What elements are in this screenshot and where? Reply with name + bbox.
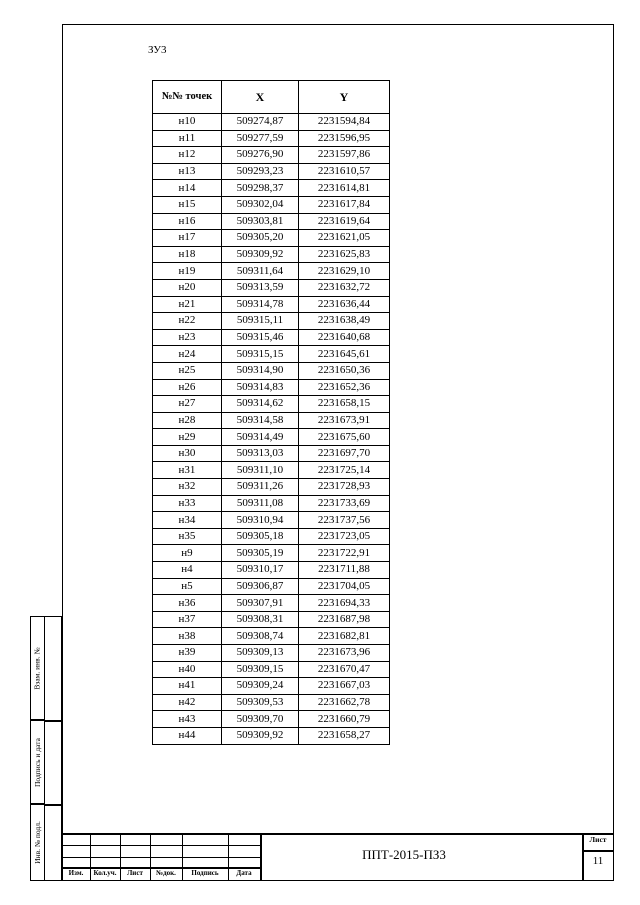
x-coordinate-cell: 509309,15 <box>222 661 299 678</box>
point-id-cell: н43 <box>153 711 222 728</box>
side-stamp-podpis-label: Подпись и дата <box>32 737 42 787</box>
table-row <box>153 562 390 579</box>
point-id-cell: н44 <box>153 727 222 744</box>
tb-col-data: Дата <box>236 869 252 877</box>
table-row <box>153 329 390 346</box>
x-coordinate-cell: 509277,59 <box>222 130 299 147</box>
x-coordinate-cell: 509309,13 <box>222 645 299 662</box>
table-row <box>153 545 390 562</box>
x-coordinate-cell: 509305,19 <box>222 545 299 562</box>
point-id-cell: н9 <box>153 545 222 562</box>
x-coordinate-cell: 509315,15 <box>222 346 299 363</box>
col-header-points: №№ точек <box>153 81 222 114</box>
x-coordinate-cell: 509315,46 <box>222 329 299 346</box>
y-coordinate-cell: 2231617,84 <box>299 196 390 213</box>
col-header-x: X <box>222 81 299 114</box>
x-coordinate-cell: 509308,74 <box>222 628 299 645</box>
point-id-cell: н31 <box>153 462 222 479</box>
point-id-cell: н25 <box>153 362 222 379</box>
side-stamp-inv-label: Инв. № подл. <box>32 821 42 864</box>
y-coordinate-cell: 2231670,47 <box>299 661 390 678</box>
table-row <box>153 678 390 695</box>
point-id-cell: н32 <box>153 479 222 496</box>
y-coordinate-cell: 2231697,70 <box>299 445 390 462</box>
x-coordinate-cell: 509314,49 <box>222 429 299 446</box>
point-id-cell: н13 <box>153 163 222 180</box>
table-row <box>153 711 390 728</box>
y-coordinate-cell: 2231650,36 <box>299 362 390 379</box>
table-row <box>153 512 390 529</box>
x-coordinate-cell: 509308,31 <box>222 611 299 628</box>
x-coordinate-cell: 509311,10 <box>222 462 299 479</box>
point-id-cell: н26 <box>153 379 222 396</box>
x-coordinate-cell: 509311,64 <box>222 263 299 280</box>
y-coordinate-cell: 2231632,72 <box>299 279 390 296</box>
x-coordinate-cell: 509313,59 <box>222 279 299 296</box>
tb-col-list: Лист <box>127 869 143 877</box>
table-row <box>153 213 390 230</box>
table-row <box>153 528 390 545</box>
table-row <box>153 180 390 197</box>
y-coordinate-cell: 2231597,86 <box>299 147 390 164</box>
col-header-y: Y <box>299 81 390 114</box>
side-stamp-value-column <box>44 616 62 881</box>
y-coordinate-cell: 2231723,05 <box>299 528 390 545</box>
table-row <box>153 661 390 678</box>
table-row <box>153 313 390 330</box>
table-row <box>153 479 390 496</box>
tb-col-izm: Изм. <box>68 869 84 877</box>
y-coordinate-cell: 2231629,10 <box>299 263 390 280</box>
y-coordinate-cell: 2231687,98 <box>299 611 390 628</box>
point-id-cell: н42 <box>153 694 222 711</box>
table-row <box>153 628 390 645</box>
y-coordinate-cell: 2231619,64 <box>299 213 390 230</box>
x-coordinate-cell: 509293,23 <box>222 163 299 180</box>
x-coordinate-cell: 509311,08 <box>222 495 299 512</box>
y-coordinate-cell: 2231737,56 <box>299 512 390 529</box>
point-id-cell: н11 <box>153 130 222 147</box>
table-row <box>153 114 390 131</box>
table-row <box>153 611 390 628</box>
x-coordinate-cell: 509276,90 <box>222 147 299 164</box>
x-coordinate-cell: 509274,87 <box>222 114 299 131</box>
point-id-cell: н19 <box>153 263 222 280</box>
table-row <box>153 727 390 744</box>
x-coordinate-cell: 509305,18 <box>222 528 299 545</box>
y-coordinate-cell: 2231733,69 <box>299 495 390 512</box>
point-id-cell: н36 <box>153 595 222 612</box>
table-row <box>153 595 390 612</box>
table-row <box>153 263 390 280</box>
table-row <box>153 429 390 446</box>
x-coordinate-cell: 509314,62 <box>222 396 299 413</box>
point-id-cell: н34 <box>153 512 222 529</box>
x-coordinate-cell: 509311,26 <box>222 479 299 496</box>
x-coordinate-cell: 509314,83 <box>222 379 299 396</box>
y-coordinate-cell: 2231660,79 <box>299 711 390 728</box>
table-row <box>153 412 390 429</box>
point-id-cell: н12 <box>153 147 222 164</box>
point-id-cell: н14 <box>153 180 222 197</box>
y-coordinate-cell: 2231711,88 <box>299 562 390 579</box>
document-code: ППТ-2015-ПЗ3 <box>362 847 446 862</box>
y-coordinate-cell: 2231636,44 <box>299 296 390 313</box>
x-coordinate-cell: 509305,20 <box>222 230 299 247</box>
y-coordinate-cell: 2231728,93 <box>299 479 390 496</box>
y-coordinate-cell: 2231594,84 <box>299 114 390 131</box>
y-coordinate-cell: 2231645,61 <box>299 346 390 363</box>
y-coordinate-cell: 2231722,91 <box>299 545 390 562</box>
point-id-cell: н38 <box>153 628 222 645</box>
table-row <box>153 163 390 180</box>
tb-col-podpis: Подпись <box>191 869 219 877</box>
x-coordinate-cell: 509313,03 <box>222 445 299 462</box>
y-coordinate-cell: 2231682,81 <box>299 628 390 645</box>
x-coordinate-cell: 509314,58 <box>222 412 299 429</box>
y-coordinate-cell: 2231610,57 <box>299 163 390 180</box>
point-id-cell: н21 <box>153 296 222 313</box>
point-id-cell: н20 <box>153 279 222 296</box>
y-coordinate-cell: 2231725,14 <box>299 462 390 479</box>
y-coordinate-cell: 2231625,83 <box>299 246 390 263</box>
table-row <box>153 495 390 512</box>
y-coordinate-cell: 2231621,05 <box>299 230 390 247</box>
point-id-cell: н18 <box>153 246 222 263</box>
y-coordinate-cell: 2231673,91 <box>299 412 390 429</box>
point-id-cell: н24 <box>153 346 222 363</box>
sheet-label: Лист <box>589 835 607 844</box>
x-coordinate-cell: 509309,92 <box>222 246 299 263</box>
x-coordinate-cell: 509309,53 <box>222 694 299 711</box>
y-coordinate-cell: 2231614,81 <box>299 180 390 197</box>
y-coordinate-cell: 2231638,49 <box>299 313 390 330</box>
y-coordinate-cell: 2231640,68 <box>299 329 390 346</box>
point-id-cell: н4 <box>153 562 222 579</box>
point-id-cell: н37 <box>153 611 222 628</box>
point-id-cell: н10 <box>153 114 222 131</box>
table-row <box>153 645 390 662</box>
point-id-cell: н28 <box>153 412 222 429</box>
point-id-cell: н33 <box>153 495 222 512</box>
x-coordinate-cell: 509298,37 <box>222 180 299 197</box>
point-id-cell: н23 <box>153 329 222 346</box>
x-coordinate-cell: 509303,81 <box>222 213 299 230</box>
y-coordinate-cell: 2231704,05 <box>299 578 390 595</box>
x-coordinate-cell: 509309,92 <box>222 727 299 744</box>
point-id-cell: н29 <box>153 429 222 446</box>
x-coordinate-cell: 509309,24 <box>222 678 299 695</box>
x-coordinate-cell: 509315,11 <box>222 313 299 330</box>
x-coordinate-cell: 509302,04 <box>222 196 299 213</box>
y-coordinate-cell: 2231662,78 <box>299 694 390 711</box>
table-row <box>153 445 390 462</box>
tb-col-koluch: Кол.уч. <box>93 869 117 877</box>
x-coordinate-cell: 509314,78 <box>222 296 299 313</box>
y-coordinate-cell: 2231675,60 <box>299 429 390 446</box>
table-row <box>153 279 390 296</box>
point-id-cell: н39 <box>153 645 222 662</box>
x-coordinate-cell: 509306,87 <box>222 578 299 595</box>
y-coordinate-cell: 2231667,03 <box>299 678 390 695</box>
x-coordinate-cell: 509310,17 <box>222 562 299 579</box>
coordinates-table <box>152 80 390 745</box>
table-header-row <box>153 81 390 114</box>
table-row <box>153 379 390 396</box>
x-coordinate-cell: 509310,94 <box>222 512 299 529</box>
table-row <box>153 694 390 711</box>
table-row <box>153 396 390 413</box>
table-row <box>153 578 390 595</box>
sheet-number: 11 <box>592 855 604 867</box>
table-row <box>153 296 390 313</box>
table-row <box>153 462 390 479</box>
table-row <box>153 147 390 164</box>
y-coordinate-cell: 2231658,15 <box>299 396 390 413</box>
y-coordinate-cell: 2231694,33 <box>299 595 390 612</box>
x-coordinate-cell: 509307,91 <box>222 595 299 612</box>
table-row <box>153 362 390 379</box>
point-id-cell: н5 <box>153 578 222 595</box>
tb-col-ndok: №док. <box>156 869 176 877</box>
point-id-cell: н30 <box>153 445 222 462</box>
side-stamp-vzam-label: Взам. инв. № <box>32 646 42 690</box>
point-id-cell: н35 <box>153 528 222 545</box>
point-id-cell: н22 <box>153 313 222 330</box>
x-coordinate-cell: 509309,70 <box>222 711 299 728</box>
table-row <box>153 346 390 363</box>
x-coordinate-cell: 509314,90 <box>222 362 299 379</box>
y-coordinate-cell: 2231658,27 <box>299 727 390 744</box>
y-coordinate-cell: 2231596,95 <box>299 130 390 147</box>
point-id-cell: н16 <box>153 213 222 230</box>
table-row <box>153 196 390 213</box>
y-coordinate-cell: 2231652,36 <box>299 379 390 396</box>
table-row <box>153 130 390 147</box>
title-block <box>62 833 614 881</box>
table-row <box>153 230 390 247</box>
zone-label: ЗУ3 <box>148 44 167 56</box>
point-id-cell: н15 <box>153 196 222 213</box>
y-coordinate-cell: 2231673,96 <box>299 645 390 662</box>
point-id-cell: н40 <box>153 661 222 678</box>
point-id-cell: н27 <box>153 396 222 413</box>
table-row <box>153 246 390 263</box>
point-id-cell: н41 <box>153 678 222 695</box>
point-id-cell: н17 <box>153 230 222 247</box>
